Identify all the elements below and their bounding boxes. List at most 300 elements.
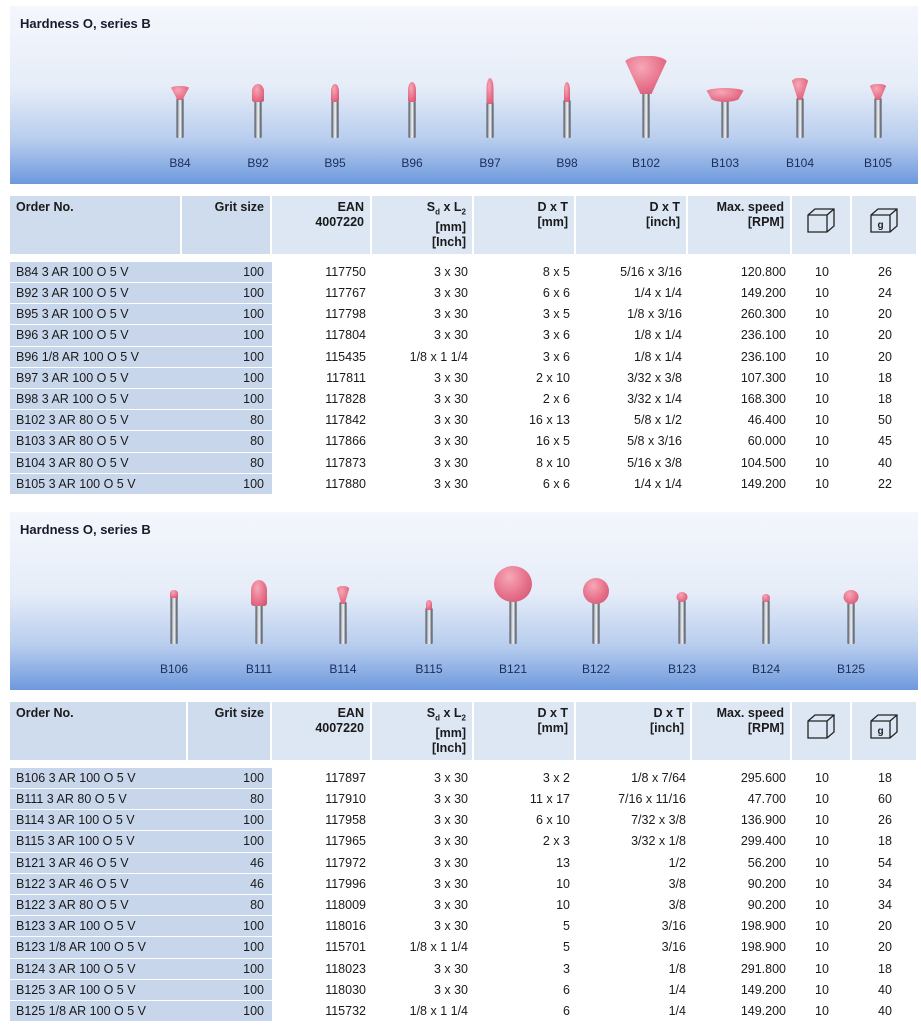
cell-shank-size: 3 x 30 [372,809,474,830]
cell-max-speed: 104.500 [688,452,792,473]
cell-ean: 115732 [272,1000,372,1021]
col-weight [852,196,918,254]
product-image-banner [10,512,918,690]
grinding-head [705,88,745,102]
cell-weight: 34 [852,873,918,894]
cell-dxt-mm: 10 [474,873,576,894]
cell-order-no: B123 1/8 AR 100 O 5 V [10,936,188,957]
mounted-point-b96 [377,6,447,184]
shank [722,100,729,138]
grinding-head [487,78,494,104]
cell-order-no: B96 1/8 AR 100 O 5 V [10,346,182,367]
section-title: Hardness O, series B [20,522,151,537]
cell-weight: 24 [852,282,918,303]
grinding-head [170,86,190,100]
shank [763,600,770,644]
cell-weight: 18 [852,388,918,409]
cell-pack-qty: 10 [792,452,852,473]
cell-order-no: B114 3 AR 100 O 5 V [10,809,188,830]
col-ean: EAN 4007220 [272,196,372,254]
table-row [10,894,918,915]
cell-ean: 117804 [272,324,372,345]
tool-label: B97 [479,156,501,170]
cell-ean: 118009 [272,894,372,915]
cell-dxt-inch: 1/8 x 1/4 [576,346,688,367]
cell-order-no: B123 3 AR 100 O 5 V [10,915,188,936]
mounted-point-b125 [816,512,886,690]
cell-max-speed: 198.900 [692,936,792,957]
cell-pack-qty: 10 [792,388,852,409]
cell-max-speed: 149.200 [692,979,792,1000]
col-pack-qty [792,702,852,760]
table-header-row [10,196,918,254]
cell-weight: 54 [852,852,918,873]
cell-weight: 26 [852,809,918,830]
cell-dxt-inch: 3/32 x 1/8 [576,830,692,851]
col-order-no: Order No. [10,196,182,254]
mounted-point-b105 [843,6,913,184]
cell-pack-qty: 10 [792,873,852,894]
product-image-banner [10,6,918,184]
table-row [10,452,918,473]
table-row [10,873,918,894]
cell-ean: 115435 [272,346,372,367]
tool-label: B114 [329,662,357,676]
cell-pack-qty: 10 [792,346,852,367]
shank [848,602,855,644]
cell-shank-size: 3 x 30 [372,430,474,451]
mounted-point-b106 [139,512,209,690]
cell-dxt-inch: 7/16 x 11/16 [576,788,692,809]
cell-shank-size: 3 x 30 [372,282,474,303]
cell-dxt-inch: 1/8 x 3/16 [576,303,688,324]
cell-grit-size: 100 [188,915,272,936]
tool-label: B106 [159,662,189,676]
cell-max-speed: 236.100 [688,324,792,345]
product-section-1 [10,6,918,491]
col-dxt-inch: D x T [inch] [576,702,692,760]
cell-grit-size: 100 [182,324,272,345]
tool-label: B98 [556,156,578,170]
cell-dxt-inch: 1/2 [576,852,692,873]
cell-shank-size: 3 x 30 [372,852,474,873]
cell-pack-qty: 10 [792,830,852,851]
cell-max-speed: 107.300 [688,367,792,388]
cell-grit-size: 100 [182,388,272,409]
grinding-head [564,82,570,102]
mounted-point-b104 [765,6,835,184]
cell-pack-qty: 10 [792,915,852,936]
shank [875,98,882,138]
mounted-point-b121 [478,512,548,690]
cell-dxt-inch: 1/4 [576,979,692,1000]
cell-dxt-inch: 1/4 x 1/4 [576,282,688,303]
cell-grit-size: 80 [188,894,272,915]
cell-max-speed: 291.800 [692,958,792,979]
tool-label: B95 [324,156,346,170]
cell-pack-qty: 10 [792,894,852,915]
cell-order-no: B104 3 AR 80 O 5 V [10,452,182,473]
mounted-point-b97 [455,6,525,184]
cell-ean: 118023 [272,958,372,979]
table-row [10,760,918,788]
cell-order-no: B98 3 AR 100 O 5 V [10,388,182,409]
table-row [10,324,918,345]
cell-pack-qty: 10 [792,430,852,451]
grinding-head [408,82,416,102]
tool-label: B125 [836,662,866,676]
cell-shank-size: 3 x 30 [372,254,474,282]
shank [340,602,347,644]
shank [256,604,263,644]
col-max-speed: Max. speed [RPM] [692,702,792,760]
cell-shank-size: 3 x 30 [372,409,474,430]
cell-order-no: B122 3 AR 46 O 5 V [10,873,188,894]
cell-grit-size: 100 [182,346,272,367]
cell-dxt-mm: 6 [474,979,576,1000]
col-order-no: Order No. [10,702,188,760]
cell-max-speed: 47.700 [692,788,792,809]
shank [255,100,262,138]
shank [643,92,650,138]
cell-ean: 115701 [272,936,372,957]
mounted-point-b123 [647,512,717,690]
cell-grit-size: 100 [182,303,272,324]
cell-max-speed: 198.900 [692,915,792,936]
shank [426,608,433,644]
cell-dxt-mm: 2 x 3 [474,830,576,851]
cell-dxt-mm: 3 x 2 [474,760,576,788]
cell-shank-size: 3 x 30 [372,473,474,494]
cell-shank-size: 1/8 x 1 1/4 [372,1000,474,1021]
col-shank-size: $S_d$ x $L_2$ [mm] [Inch] [372,196,474,254]
cell-shank-size: 3 x 30 [372,388,474,409]
tool-label: B104 [785,156,815,170]
cell-dxt-mm: 3 x 5 [474,303,576,324]
mounted-point-b111 [224,512,294,690]
grinding-head [844,590,859,604]
cell-dxt-mm: 6 x 10 [474,809,576,830]
cell-grit-size: 100 [188,809,272,830]
cell-shank-size: 3 x 30 [372,788,474,809]
cell-pack-qty: 10 [792,809,852,830]
cell-dxt-mm: 5 [474,936,576,957]
table-row [10,852,918,873]
cell-shank-size: 3 x 30 [372,979,474,1000]
shank [564,100,571,138]
grinding-head [677,592,688,602]
cell-dxt-mm: 16 x 13 [474,409,576,430]
cell-order-no: B115 3 AR 100 O 5 V [10,830,188,851]
cell-weight: 18 [852,367,918,388]
table-row [10,1000,918,1021]
cell-grit-size: 80 [188,788,272,809]
cell-grit-size: 100 [188,830,272,851]
table-row [10,473,918,494]
cell-ean: 117880 [272,473,372,494]
shank [487,102,494,138]
cell-order-no: B92 3 AR 100 O 5 V [10,282,182,303]
tool-label: B124 [751,662,781,676]
box-icon [805,712,837,740]
cell-dxt-inch: 1/8 x 7/64 [576,760,692,788]
col-pack-qty [792,196,852,254]
cell-weight: 18 [852,760,918,788]
tool-label: B96 [401,156,423,170]
cell-dxt-inch: 1/4 [576,1000,692,1021]
cell-ean: 118030 [272,979,372,1000]
cell-order-no: B111 3 AR 80 O 5 V [10,788,188,809]
table-row [10,303,918,324]
cell-dxt-inch: 5/8 x 1/2 [576,409,688,430]
cell-dxt-inch: 1/8 [576,958,692,979]
shank [797,98,804,138]
table-row [10,388,918,409]
cell-pack-qty: 10 [792,473,852,494]
cell-max-speed: 168.300 [688,388,792,409]
cell-dxt-mm: 6 [474,1000,576,1021]
cell-max-speed: 295.600 [692,760,792,788]
cell-dxt-mm: 2 x 6 [474,388,576,409]
table-row [10,254,918,282]
grinding-head [762,594,770,602]
tool-label: B111 [245,662,273,676]
box-icon [805,206,837,234]
table-row [10,367,918,388]
cell-order-no: B96 3 AR 100 O 5 V [10,324,182,345]
tool-label: B121 [498,662,528,676]
cell-weight: 40 [852,979,918,1000]
cell-pack-qty: 10 [792,1000,852,1021]
cell-grit-size: 80 [182,452,272,473]
col-ean: EAN 4007220 [272,702,372,760]
col-max-speed: Max. speed [RPM] [688,196,792,254]
section-title: Hardness O, series B [20,16,151,31]
cell-order-no: B102 3 AR 80 O 5 V [10,409,182,430]
tool-label: B123 [667,662,697,676]
shank [510,600,517,644]
cell-weight: 20 [852,936,918,957]
cell-ean: 117750 [272,254,372,282]
cell-dxt-mm: 6 x 6 [474,282,576,303]
cell-dxt-inch: 3/16 [576,936,692,957]
cell-order-no: B121 3 AR 46 O 5 V [10,852,188,873]
cell-dxt-mm: 10 [474,894,576,915]
cell-pack-qty: 10 [792,788,852,809]
cell-pack-qty: 10 [792,254,852,282]
svg-text:g: g [877,726,884,737]
table-row [10,830,918,851]
mounted-point-b92 [223,6,293,184]
cell-pack-qty: 10 [792,760,852,788]
tool-label: B92 [247,156,269,170]
table-row [10,430,918,451]
cell-dxt-inch: 5/8 x 3/16 [576,430,688,451]
cell-ean: 117958 [272,809,372,830]
cell-dxt-inch: 7/32 x 3/8 [576,809,692,830]
cell-dxt-inch: 1/8 x 1/4 [576,324,688,345]
cell-order-no: B84 3 AR 100 O 5 V [10,254,182,282]
cell-dxt-inch: 5/16 x 3/16 [576,254,688,282]
cell-order-no: B97 3 AR 100 O 5 V [10,367,182,388]
cell-max-speed: 56.200 [692,852,792,873]
cell-grit-size: 100 [188,979,272,1000]
cell-ean: 117811 [272,367,372,388]
cell-shank-size: 1/8 x 1 1/4 [372,936,474,957]
table-row [10,936,918,957]
shank [171,596,178,644]
cell-order-no: B125 3 AR 100 O 5 V [10,979,188,1000]
cell-shank-size: 3 x 30 [372,873,474,894]
grinding-head [869,84,887,100]
mounted-point-b114 [308,512,378,690]
mounted-point-b103 [690,6,760,184]
mounted-point-b115 [394,512,464,690]
cell-weight: 40 [852,452,918,473]
tool-label: B115 [415,662,443,676]
cell-max-speed: 149.200 [688,282,792,303]
table-row [10,809,918,830]
tool-label: B122 [581,662,611,676]
cell-pack-qty: 10 [792,936,852,957]
cell-max-speed: 149.200 [688,473,792,494]
cell-order-no: B122 3 AR 80 O 5 V [10,894,188,915]
cell-pack-qty: 10 [792,282,852,303]
cell-shank-size: 3 x 30 [372,760,474,788]
grinding-head [170,590,178,598]
cell-pack-qty: 10 [792,303,852,324]
cell-dxt-inch: 3/32 x 3/8 [576,367,688,388]
cell-order-no: B105 3 AR 100 O 5 V [10,473,182,494]
cell-dxt-inch: 3/16 [576,915,692,936]
product-section-2 [10,512,918,1018]
cell-grit-size: 100 [188,958,272,979]
weight-box-icon [868,206,900,234]
mounted-point-b98 [532,6,602,184]
cell-dxt-inch: 5/16 x 3/8 [576,452,688,473]
cell-order-no: B95 3 AR 100 O 5 V [10,303,182,324]
cell-dxt-mm: 5 [474,915,576,936]
tool-label: B103 [710,156,740,170]
cell-grit-size: 100 [188,760,272,788]
cell-max-speed: 236.100 [688,346,792,367]
table-header-row [10,702,918,760]
cell-grit-size: 46 [188,873,272,894]
cell-dxt-mm: 3 x 6 [474,346,576,367]
cell-shank-size: 3 x 30 [372,830,474,851]
cell-weight: 20 [852,324,918,345]
cell-dxt-inch: 3/8 [576,873,692,894]
cell-pack-qty: 10 [792,979,852,1000]
cell-ean: 117828 [272,388,372,409]
mounted-point-b124 [731,512,801,690]
cell-max-speed: 149.200 [692,1000,792,1021]
shank [177,98,184,138]
cell-dxt-mm: 6 x 6 [474,473,576,494]
cell-ean: 117767 [272,282,372,303]
col-weight [852,702,918,760]
cell-shank-size: 3 x 30 [372,958,474,979]
cell-shank-size: 3 x 30 [372,367,474,388]
cell-dxt-mm: 3 x 6 [474,324,576,345]
cell-max-speed: 299.400 [692,830,792,851]
mounted-point-b122 [561,512,631,690]
cell-weight: 18 [852,958,918,979]
product-table [10,702,918,1021]
table-row [10,346,918,367]
shank [679,600,686,644]
cell-ean: 117897 [272,760,372,788]
cell-grit-size: 100 [188,936,272,957]
grinding-head [336,586,350,604]
cell-ean: 117798 [272,303,372,324]
cell-grit-size: 46 [188,852,272,873]
grinding-head [623,56,669,94]
grinding-head [791,78,809,100]
cell-weight: 18 [852,830,918,851]
grinding-head [426,600,432,610]
shank [409,100,416,138]
cell-pack-qty: 10 [792,367,852,388]
mounted-point-b102 [611,6,681,184]
cell-pack-qty: 10 [792,852,852,873]
cell-ean: 117910 [272,788,372,809]
cell-weight: 60 [852,788,918,809]
cell-weight: 22 [852,473,918,494]
table-row [10,788,918,809]
cell-grit-size: 100 [182,254,272,282]
cell-ean: 118016 [272,915,372,936]
cell-pack-qty: 10 [792,409,852,430]
cell-ean: 117972 [272,852,372,873]
table-row [10,915,918,936]
cell-weight: 20 [852,303,918,324]
cell-grit-size: 100 [182,367,272,388]
weight-box-icon [868,712,900,740]
cell-dxt-mm: 13 [474,852,576,873]
cell-grit-size: 100 [182,473,272,494]
cell-grit-size: 100 [188,1000,272,1021]
cell-ean: 117866 [272,430,372,451]
cell-max-speed: 136.900 [692,809,792,830]
cell-weight: 34 [852,894,918,915]
col-grit-size: Grit size [182,196,272,254]
grinding-head [583,578,609,604]
col-shank-size: $S_d$ x $L_2$ [mm] [Inch] [372,702,474,760]
cell-ean: 117842 [272,409,372,430]
cell-shank-size: 3 x 30 [372,452,474,473]
cell-shank-size: 1/8 x 1 1/4 [372,346,474,367]
col-dxt-mm: D x T [mm] [474,702,576,760]
cell-weight: 20 [852,346,918,367]
cell-pack-qty: 10 [792,958,852,979]
cell-max-speed: 120.800 [688,254,792,282]
cell-ean: 117965 [272,830,372,851]
cell-weight: 26 [852,254,918,282]
cell-shank-size: 3 x 30 [372,894,474,915]
cell-grit-size: 100 [182,282,272,303]
cell-shank-size: 3 x 30 [372,303,474,324]
cell-shank-size: 3 x 30 [372,915,474,936]
cell-weight: 45 [852,430,918,451]
table-row [10,979,918,1000]
cell-pack-qty: 10 [792,324,852,345]
cell-max-speed: 60.000 [688,430,792,451]
cell-grit-size: 80 [182,430,272,451]
cell-dxt-inch: 1/4 x 1/4 [576,473,688,494]
table-row [10,409,918,430]
col-grit-size: Grit size [188,702,272,760]
